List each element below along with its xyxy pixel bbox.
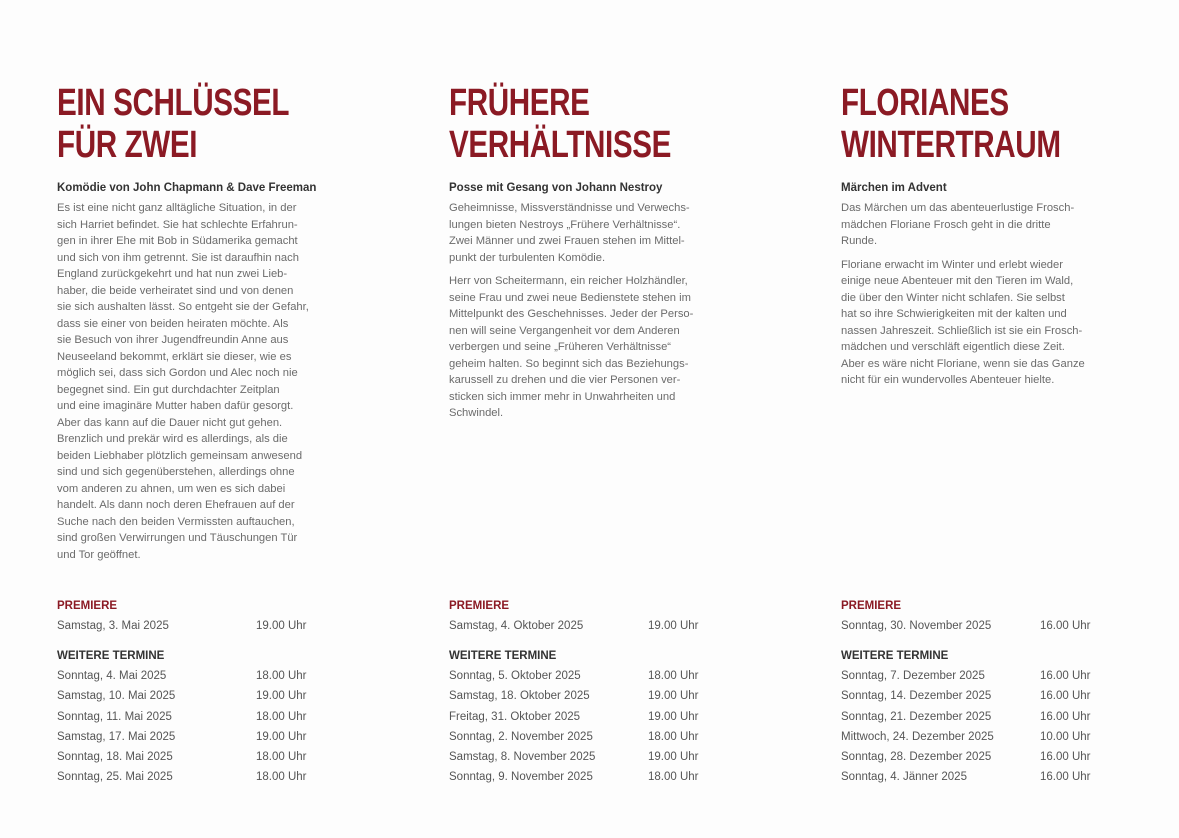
date-row: Sonntag, 5. Oktober 2025 18.00 Uhr <box>449 670 699 683</box>
date-row: Mittwoch, 24. Dezember 2025 10.00 Uhr <box>841 730 1091 743</box>
premiere-heading: PREMIERE <box>841 600 902 612</box>
date-row: Freitag, 31. Oktober 2025 19.00 Uhr <box>449 710 699 723</box>
show-column-3 <box>841 82 1136 389</box>
show-title: FRÜHERE VERHÄLTNISSE <box>449 82 672 166</box>
further-dates-heading: WEITERE TERMINE <box>449 650 557 663</box>
premiere-heading: PREMIERE <box>57 600 118 612</box>
schedule-3 <box>841 598 1141 787</box>
date-row: Sonntag, 21. Dezember 2025 16.00 Uhr <box>841 710 1091 723</box>
premiere-row: Samstag, 4. Oktober 2025 19.00 Uhr <box>449 620 699 632</box>
show-title: EIN SCHLÜSSEL FÜR ZWEI <box>57 82 290 166</box>
show-subtitle: Komödie von John Chapmann & Dave Freeman <box>57 182 317 194</box>
date-row: Sonntag, 2. November 2025 18.00 Uhr <box>449 730 699 743</box>
premiere-row: Samstag, 3. Mai 2025 19.00 Uhr <box>57 620 307 632</box>
date-row: Sonntag, 11. Mai 2025 18.00 Uhr <box>57 710 307 723</box>
date-row: Sonntag, 25. Mai 2025 18.00 Uhr <box>57 771 307 784</box>
date-row: Sonntag, 4. Mai 2025 18.00 Uhr <box>57 670 307 683</box>
date-row: Sonntag, 9. November 2025 18.00 Uhr <box>449 771 699 784</box>
show-subtitle: Posse mit Gesang von Johann Nestroy <box>449 182 663 194</box>
date-row: Sonntag, 18. Mai 2025 18.00 Uhr <box>57 751 307 764</box>
schedule-2 <box>449 598 749 787</box>
date-row: Samstag, 18. Oktober 2025 19.00 Uhr <box>449 690 699 703</box>
show-description: Es ist eine nicht ganz alltägliche Situation, in der sich Harriet befindet. Sie hat schlechte Erfahrun- gen in ihrer Ehe mit Bob in Südamerika gemacht und sich von ihm getrennt. Sie ist daraufhin nach England zurückgekehrt und hat nun zwei Lieb- haber, die beide verheiratet sind und von denen sie sich aushalten lässt. So entgeht sie der Gefahr, dass sie einer von beiden heiraten möchte. Als sie Besuch von ihrer Jugendfreundin Anne aus Neuseeland bekommt, erklärt sie dieser, wie es möglich sei, dass sich Gordon und Alec noch nie begegnet sind. Ein gut durchdachter Zeitplan und eine imaginäre Mutter haben dafür gesorgt. Aber das kann auf die Dauer nicht gut gehen. Brenzlich und prekär wird es allerdings, als die beiden Liebhaber plötzlich gemeinsam anwesend sind und sich gegenüberstehen, allerdings ohne vom anderen zu ahnen, um wen es sich dabei handelt. Als dann noch deren Ehefrauen auf der Suche nach den beiden Vermissten auftauchen, sind großen Verwirrungen und Täuschungen Tür und Tor geöffnet. <box>57 202 309 561</box>
further-dates-heading: WEITERE TERMINE <box>57 650 165 663</box>
date-row: Samstag, 10. Mai 2025 19.00 Uhr <box>57 690 307 703</box>
date-row: Samstag, 17. Mai 2025 19.00 Uhr <box>57 730 307 743</box>
show-column-1 <box>57 82 352 563</box>
show-description: Herr von Scheitermann, ein reicher Holzhändler, seine Frau und zwei neue Bedienstete stehen im Mittelpunkt des Geschehnisses. Jeder der Perso- nen will seine Vergangenheit vor dem Anderen verbergen und seine „Früheren Verhältnisse“ geheim halten. So beginnt sich das Beziehungs- karussell zu drehen und die vier Personen ver- sticken sich immer mehr in Unwahrheiten und Schwindel. <box>449 275 694 419</box>
premiere-heading: PREMIERE <box>449 600 510 612</box>
date-row: Samstag, 8. November 2025 19.00 Uhr <box>449 751 699 764</box>
show-column-2 <box>449 82 744 422</box>
show-description: Das Märchen um das abenteuerlustige Frosch- mädchen Floriane Frosch geht in die dritte Runde. <box>841 202 1075 247</box>
date-row: Sonntag, 7. Dezember 2025 16.00 Uhr <box>841 670 1091 683</box>
further-dates-heading: WEITERE TERMINE <box>841 650 949 663</box>
show-description: Geheimnisse, Missverständnisse und Verwechs- lungen bieten Nestroys „Frühere Verhältnisse“. Zwei Männer und zwei Frauen stehen im Mittel- punkt der turbulenten Komödie. <box>449 202 690 264</box>
schedule-1 <box>57 598 357 787</box>
show-title: FLORIANES WINTERTRAUM <box>841 82 1061 166</box>
date-row: Sonntag, 4. Jänner 2025 16.00 Uhr <box>841 771 1091 784</box>
show-description: Floriane erwacht im Winter und erlebt wieder einige neue Abenteuer mit den Tieren im Wald, die über den Winter nicht schlafen. Sie selbst hat so ihre Schwierigkeiten mit der kalten und nassen Jahreszeit. Schließlich ist sie ein Frosch- mädchen und verschläft eigentlich diese Zeit. Aber es wäre nicht Floriane, wenn sie das Ganze nicht für ein wundervolles Abenteuer hielte. <box>841 258 1085 386</box>
date-row: Sonntag, 28. Dezember 2025 16.00 Uhr <box>841 751 1091 764</box>
show-subtitle: Märchen im Advent <box>841 182 947 194</box>
date-row: Sonntag, 14. Dezember 2025 16.00 Uhr <box>841 690 1091 703</box>
premiere-row: Sonntag, 30. November 2025 16.00 Uhr <box>841 620 1091 632</box>
